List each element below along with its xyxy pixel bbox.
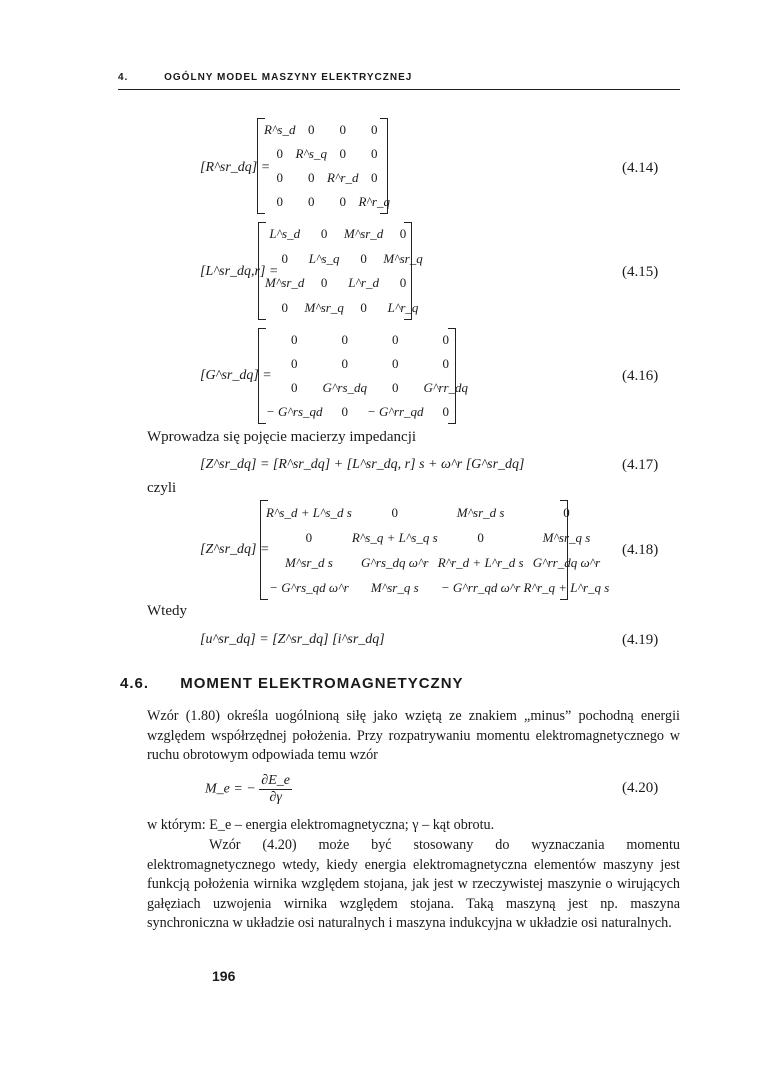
matrix-4-14-cell: 0 — [276, 146, 283, 161]
matrix-4-15-row — [265, 247, 423, 272]
matrix-4-16-row — [266, 376, 468, 400]
matrix-4-15-cell: 0 — [360, 250, 367, 266]
matrix-4-15-cell: 0 — [320, 226, 328, 242]
matrix-4-15-cell: L^s_q — [308, 250, 340, 266]
section-heading — [120, 675, 464, 692]
matrix-4-16-cell: 0 — [442, 404, 450, 419]
paragraph-1: Wzór (1.80) określa uogólnioną siłę jako wziętą ze znakiem „minus” pochodną energii względem współrzędnej położenia. Przy rozpatrywaniu momentu elektromagnetycznego w ruchu obrotowym odpowiada temu wzór — [147, 708, 680, 763]
matrix-4-18-row — [266, 500, 609, 525]
eq-4-15-lhs: [L^sr_dq,r] = — [200, 264, 279, 279]
matrix-4-18-cell: 0 — [477, 529, 484, 545]
matrix-4-16-cell: 0 — [341, 332, 349, 347]
eq-4-19-number: (4.19) — [622, 632, 659, 648]
matrix-4-18 — [266, 500, 609, 600]
matrix-4-16-cell: 0 — [392, 356, 399, 371]
matrix-4-18-cell: R^r_q + L^r_q s — [523, 579, 610, 595]
eq-4-16-lhs: [G^sr_dq] = — [200, 368, 272, 383]
eq-4-17-formula: [Z^sr_dq] = [R^sr_dq] + [L^sr_dq, r] s + ω^r [G^sr_dq] — [200, 457, 525, 472]
header-rule — [118, 89, 680, 90]
matrix-4-15-cell: L^r_d — [348, 275, 379, 291]
matrix-4-14-row — [264, 118, 390, 142]
matrix-4-15-row — [265, 271, 423, 296]
eq-4-20-fraction — [259, 773, 292, 806]
matrix-4-14 — [264, 118, 390, 214]
matrix-4-16-cell: 0 — [291, 380, 298, 395]
matrix-4-16-row — [266, 352, 468, 376]
eq-4-14-lhs: [R^sr_dq] = — [200, 160, 271, 175]
matrix-4-14-cell: 0 — [307, 122, 315, 137]
running-header — [118, 72, 412, 83]
where-text: w którym: E_e – energia elektromagnetyczna; γ – kąt obrotu. — [147, 817, 495, 833]
chapter-number: 4. — [118, 72, 129, 83]
matrix-4-15-cell: L^r_q — [387, 299, 419, 315]
matrix-4-15-cell: 0 — [320, 275, 328, 291]
matrix-4-16-cell: 0 — [341, 404, 349, 419]
matrix-4-16-row — [266, 400, 468, 424]
eq-4-18-number: (4.18) — [622, 542, 659, 558]
matrix-4-15-cell: M^sr_d — [265, 275, 305, 291]
eq-4-19-formula: [u^sr_dq] = [Z^sr_dq] [i^sr_dq] — [200, 632, 385, 647]
matrix-4-16-cell: 0 — [392, 332, 399, 347]
matrix-4-14-cell: R^s_d — [264, 122, 296, 137]
matrix-4-15-cell: M^sr_q — [383, 250, 423, 266]
matrix-4-15-cell: 0 — [281, 299, 288, 315]
czyli-text: czyli — [147, 480, 177, 496]
matrix-4-16-cell: 0 — [392, 380, 399, 395]
wtedy-text: Wtedy — [147, 603, 187, 619]
matrix-4-18-cell: R^s_q + L^s_q s — [351, 529, 438, 545]
page-number: 196 — [212, 968, 236, 984]
matrix-4-16-cell: − G^rr_qd — [367, 404, 424, 419]
matrix-4-18-cell: G^rr_dq ω^r — [532, 554, 601, 570]
matrix-4-15-cell: L^s_d — [269, 226, 301, 242]
eq-4-20-lhs: M_e = − — [205, 781, 256, 797]
matrix-4-16-cell: 0 — [442, 332, 450, 347]
matrix-4-16-row — [266, 328, 468, 352]
matrix-4-14-row — [264, 142, 390, 166]
paragraph-2: Wzór (4.20) może być stosowany do wyznaczania momentu elektromagnetycznego wtedy, kiedy energia elektromagnetyczna elementów maszyny jest funkcją położenia wirnika względem stojana, jak jest w rzeczywistej maszynie o wirujących gałęziach uzwojenia wirnika względem stojana. Taką maszyną jest np. maszyna synchroniczna w układzie osi naturalnych i maszyna indukcyjna w układzie osi naturalnych. — [147, 837, 680, 931]
matrix-4-18-cell: 0 — [305, 529, 313, 545]
matrix-4-14-cell: R^s_q — [295, 146, 327, 161]
section-number: 4.6. — [120, 675, 150, 692]
matrix-4-14-cell: 0 — [370, 122, 378, 137]
matrix-4-16-cell: 0 — [442, 356, 450, 371]
matrix-4-14-cell: 0 — [370, 146, 378, 161]
matrix-4-14-row — [264, 190, 390, 214]
matrix-4-14-cell: 0 — [307, 194, 315, 209]
eq-4-20-number: (4.20) — [622, 780, 659, 796]
matrix-4-16-cell: 0 — [291, 332, 298, 347]
matrix-4-18-row — [266, 525, 609, 550]
matrix-4-18-cell: − G^rs_qd ω^r — [269, 579, 349, 595]
matrix-4-14-cell: 0 — [339, 194, 346, 209]
eq-4-20-numerator: ∂E_e — [261, 773, 290, 788]
matrix-4-15-row — [265, 222, 423, 247]
matrix-4-15-cell: M^sr_d — [343, 226, 384, 242]
matrix-4-18-cell: 0 — [563, 504, 570, 520]
matrix-4-15-cell: 0 — [281, 250, 288, 266]
eq-4-20-denominator: ∂γ — [269, 790, 282, 805]
section-title: MOMENT ELEKTROMAGNETYCZNY — [180, 675, 464, 692]
matrix-4-14-cell: 0 — [339, 146, 346, 161]
eq-4-16-number: (4.16) — [622, 368, 659, 384]
matrix-4-14-cell: 0 — [276, 194, 283, 209]
matrix-4-14-row — [264, 166, 390, 190]
matrix-4-18-cell: G^rs_dq ω^r — [361, 554, 429, 570]
matrix-4-18-row — [266, 575, 609, 600]
matrix-4-18-cell: M^sr_d s — [285, 554, 333, 570]
matrix-4-14-cell: 0 — [339, 122, 346, 137]
matrix-4-14-cell: R^r_d — [326, 170, 359, 185]
matrix-4-15-cell: 0 — [399, 275, 407, 291]
eq-4-14-number: (4.14) — [622, 160, 659, 176]
matrix-4-16-cell: − G^rs_qd — [266, 404, 323, 419]
matrix-4-14-cell: 0 — [307, 170, 315, 185]
matrix-4-18-row — [266, 550, 609, 575]
matrix-4-18-cell: R^s_d + L^s_d s — [266, 504, 352, 520]
matrix-4-16 — [266, 328, 468, 424]
eq-4-17-number: (4.17) — [622, 457, 659, 473]
matrix-4-18-cell: R^r_d + L^r_d s — [437, 554, 524, 570]
matrix-4-14-cell: 0 — [276, 170, 283, 185]
eq-4-20 — [205, 773, 292, 806]
eq-4-16-left-bracket — [258, 328, 266, 424]
matrix-4-15 — [265, 222, 423, 320]
matrix-4-15-cell: 0 — [399, 226, 407, 242]
matrix-4-18-cell: − G^rr_qd ω^r — [440, 579, 521, 595]
matrix-4-15-cell: 0 — [360, 299, 367, 315]
intro-text: Wprowadza się pojęcie macierzy impedancji — [147, 429, 417, 445]
matrix-4-15-cell: M^sr_q — [304, 299, 344, 315]
eq-4-15-number: (4.15) — [622, 264, 659, 280]
matrix-4-18-cell: M^sr_q s — [542, 529, 591, 545]
matrix-4-16-cell: 0 — [341, 356, 349, 371]
matrix-4-14-cell: R^r_q — [358, 194, 390, 209]
matrix-4-18-cell: 0 — [391, 504, 399, 520]
matrix-4-14-cell: 0 — [370, 170, 378, 185]
matrix-4-15-row — [265, 296, 423, 321]
matrix-4-16-cell: G^rr_dq — [423, 380, 469, 395]
chapter-title: OGÓLNY MODEL MASZYNY ELEKTRYCZNEJ — [164, 72, 413, 83]
matrix-4-16-cell: G^rs_dq — [322, 380, 368, 395]
matrix-4-18-cell: M^sr_d s — [456, 504, 505, 520]
matrix-4-16-cell: 0 — [291, 356, 298, 371]
matrix-4-18-cell: M^sr_q s — [370, 579, 419, 595]
eq-4-18-lhs: [Z^sr_dq] = — [200, 542, 270, 557]
